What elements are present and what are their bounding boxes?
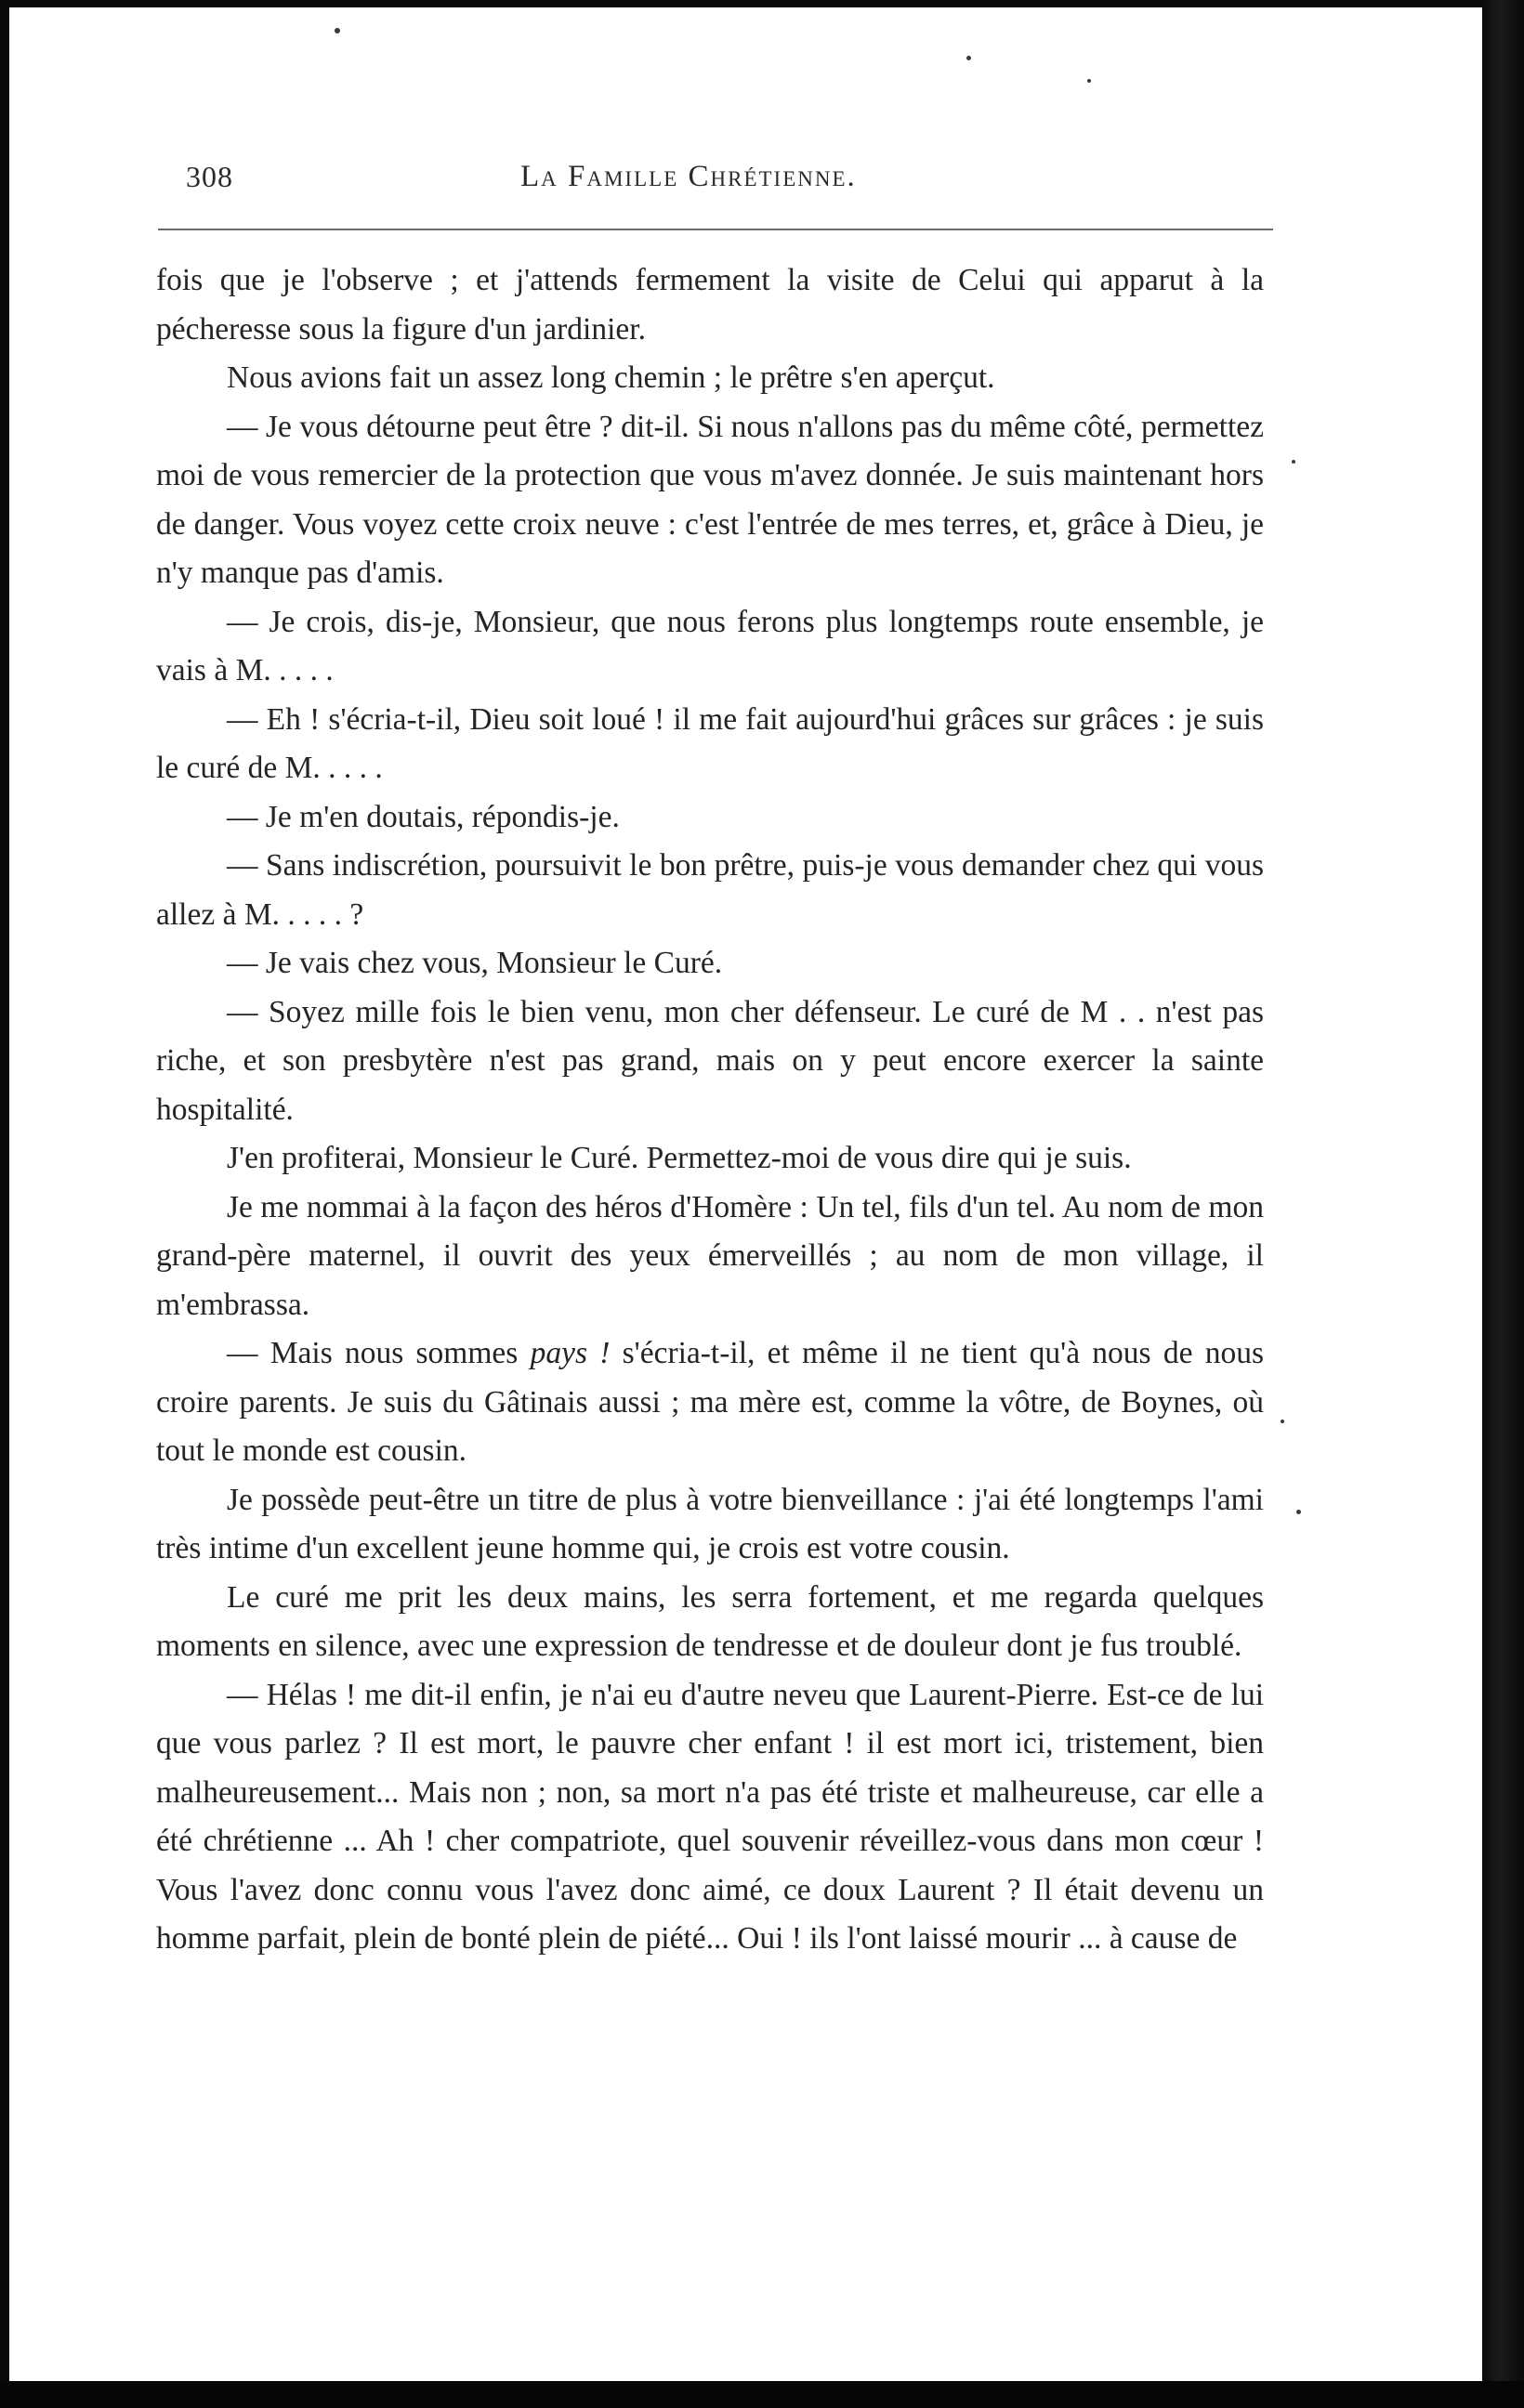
running-title: La Famille Chrétienne.: [520, 160, 857, 193]
scan-speck: [1087, 79, 1091, 83]
paragraph: fois que je l'observe ; et j'attends fermement la visite de Celui qui apparut à la pécheresse sous la figure d'un jardinier.: [156, 263, 1264, 347]
paragraph: Nous avions fait un assez long chemin ; le prêtre s'en aperçut.: [227, 360, 995, 395]
scan-speck: [966, 56, 971, 60]
paragraph: — Je m'en doutais, répondis-je.: [227, 799, 620, 834]
scan-speck: [335, 28, 340, 33]
paragraph: Le curé me prit les deux mains, les serra fortement, et me regarda quelques moments en silence, avec une expression de tendresse et de douleur dont je fus troublé.: [156, 1579, 1264, 1663]
scan-speck: [1296, 1510, 1301, 1514]
italic-word: pays !: [530, 1336, 611, 1370]
paragraph-text: s'écria-t-il, et même il ne tient qu'à nous de nous croire parents. Je suis du Gâtinais aussi ; ma mère est, comme la vôtre, de Boynes, où tout le monde est cousin.: [156, 1336, 1264, 1468]
scan-speck: [1292, 460, 1295, 464]
page-header: [186, 160, 957, 206]
paragraph: — Je crois, dis-je, Monsieur, que nous ferons plus longtemps route ensemble, je vais à M. . . . .: [156, 604, 1264, 687]
paragraph: — Eh ! s'écria-t-il, Dieu soit loué ! il me fait aujourd'hui grâces sur grâces : je suis le curé de M. . . . .: [156, 701, 1264, 785]
scan-speck: [1281, 1420, 1284, 1423]
body-text: [156, 256, 1264, 1964]
paragraph: [156, 1329, 1264, 1476]
paragraph: J'en profiterai, Monsieur le Curé. Permettez-moi de vous dire qui je suis.: [227, 1141, 1132, 1175]
paragraph-text: — Mais nous sommes: [227, 1336, 531, 1370]
paragraph: Je me nommai à la façon des héros d'Homère : Un tel, fils d'un tel. Au nom de mon grand-père maternel, il ouvrit des yeux émerveillés ; au nom de mon village, il m'embrassa.: [156, 1189, 1264, 1322]
paragraph: — Hélas ! me dit-il enfin, je n'ai eu d'autre neveu que Laurent-Pierre. Est-ce de lui que vous parlez ? Il est mort, le pauvre cher enfant ! il est mort ici, tristement, bien malheureusement... Mais non ; non, sa mort n'a pas été triste et malheureuse, car elle a été chrétienne ... Ah ! cher compatriote, quel souvenir réveillez-vous dans mon cœur ! Vous l'avez donc connu vous l'avez donc aimé, ce doux Laurent ? Il était devenu un homme parfait, plein de bonté plein de piété... Oui ! ils l'ont laissé mourir ... à cause de: [156, 1677, 1264, 1956]
paragraph: Je possède peut-être un titre de plus à votre bienveillance : j'ai été longtemps l'ami très intime d'un excellent jeune homme qui, je crois est votre cousin.: [156, 1482, 1264, 1565]
header-rule: [158, 229, 1273, 230]
paragraph: — Je vous détourne peut être ? dit-il. Si nous n'allons pas du même côté, permettez moi de vous remercier de la protection que vous m'avez donnée. Je suis maintenant hors de danger. Vous voyez cette croix neuve : c'est l'entrée de mes terres, et, grâce à Dieu, je n'y manque pas d'amis.: [156, 409, 1264, 590]
paragraph: — Sans indiscrétion, poursuivit le bon prêtre, puis-je vous demander chez qui vous allez à M. . . . . ?: [156, 848, 1264, 932]
scan-dark-edge-bottom: [0, 2381, 1524, 2408]
page-number: 308: [186, 160, 233, 193]
scan-dark-edge-right: [1482, 0, 1524, 2408]
paragraph: — Soyez mille fois le bien venu, mon cher défenseur. Le curé de M . . n'est pas riche, et son presbytère n'est pas grand, mais on y peut encore exercer la sainte hospitalité.: [156, 994, 1264, 1127]
paragraph: — Je vais chez vous, Monsieur le Curé.: [227, 946, 723, 980]
